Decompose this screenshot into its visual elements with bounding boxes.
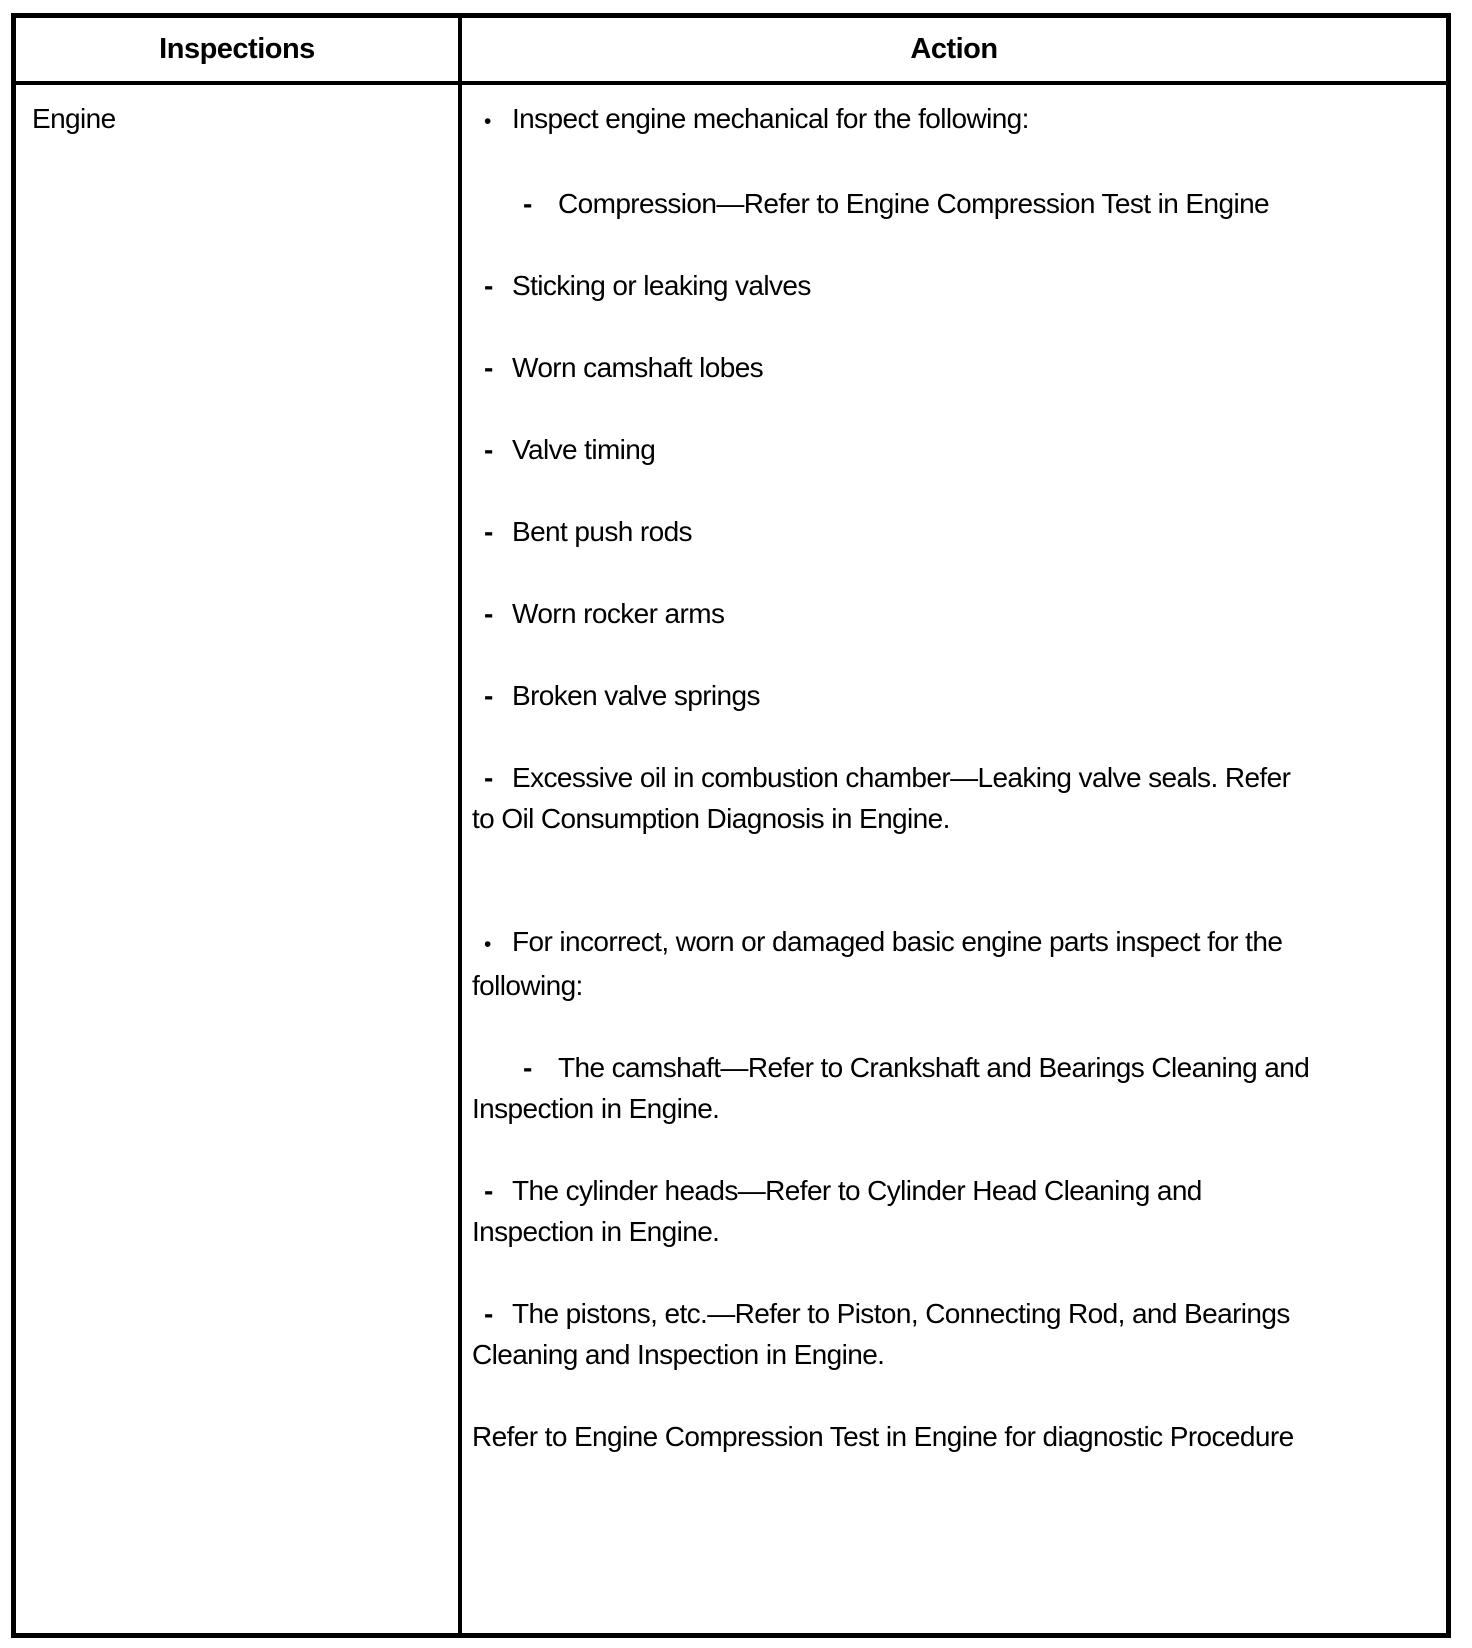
action-cell [462, 85, 1446, 1633]
dash-icon: - [484, 1175, 493, 1206]
action-text-line: following: [472, 970, 583, 1001]
dash-icon: - [484, 762, 493, 793]
action-text-line: Compression—Refer to Engine Compression Test in Engine [558, 188, 1270, 219]
table-header-row [16, 18, 1446, 85]
action-text-line: Worn rocker arms [512, 598, 725, 629]
action-list-item [472, 1293, 1436, 1375]
action-text-line: to Oil Consumption Diagnosis in Engine. [472, 803, 950, 834]
action-column-header: Action [910, 33, 998, 65]
table-row [16, 85, 1446, 1633]
inspections-column-header: Inspections [16, 18, 462, 81]
action-text-line: Inspection in Engine. [472, 1216, 720, 1247]
action-text-line: Refer to Engine Compression Test in Engine for diagnostic Procedure [472, 1421, 1294, 1452]
action-text-line: The pistons, etc.—Refer to Piston, Connecting Rod, and Bearings [512, 1298, 1290, 1329]
action-text-line: Broken valve springs [512, 680, 760, 711]
inspection-cell: Engine [16, 85, 462, 1633]
action-text-line: The cylinder heads—Refer to Cylinder Head Cleaning and [512, 1175, 1202, 1206]
dash-icon: - [484, 598, 493, 629]
action-list-item [472, 265, 1436, 306]
action-list-item [472, 347, 1436, 388]
action-text-line: Inspect engine mechanical for the following: [512, 103, 1029, 134]
dash-icon: - [484, 434, 493, 465]
dash-icon: - [484, 352, 493, 383]
action-list-item [472, 1416, 1436, 1457]
action-text-line: Bent push rods [512, 516, 692, 547]
dash-icon: - [523, 188, 532, 219]
action-text-line: Worn camshaft lobes [512, 352, 764, 383]
action-text-line: Sticking or leaking valves [512, 270, 811, 301]
action-list-item [472, 1170, 1436, 1252]
action-text-line: Inspection in Engine. [472, 1093, 720, 1124]
action-list-item [472, 511, 1436, 552]
action-list-item [472, 1047, 1436, 1129]
action-list-item [472, 921, 1436, 1006]
action-text-line: Excessive oil in combustion chamber—Leaking valve seals. Refer [512, 762, 1291, 793]
action-list-item [472, 183, 1436, 224]
action-list-item [472, 429, 1436, 470]
action-text-line: The camshaft—Refer to Crankshaft and Bearings Cleaning and [558, 1052, 1310, 1083]
action-list-item [472, 98, 1436, 142]
inspection-action-table [11, 13, 1451, 1638]
action-text-line: For incorrect, worn or damaged basic engine parts inspect for the [512, 926, 1283, 957]
dash-icon: - [484, 680, 493, 711]
action-list-item [472, 593, 1436, 634]
dash-icon: - [484, 270, 493, 301]
bullet-icon: • [484, 933, 491, 956]
dash-icon: - [523, 1052, 532, 1083]
dash-icon: - [484, 1298, 493, 1329]
action-list-item [472, 675, 1436, 716]
action-text-line: Cleaning and Inspection in Engine. [472, 1339, 885, 1370]
action-text-line: Valve timing [512, 434, 656, 465]
action-list-item [472, 757, 1436, 839]
bullet-icon: • [484, 110, 491, 133]
dash-icon: - [484, 516, 493, 547]
